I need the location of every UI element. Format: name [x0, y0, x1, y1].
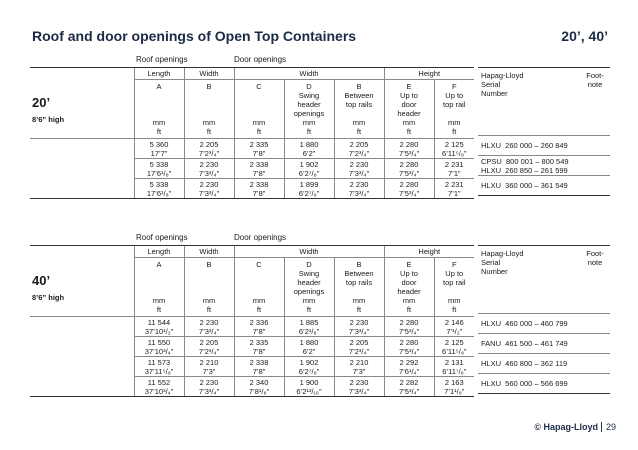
footnote-cell: [580, 334, 610, 354]
column-header: [284, 258, 334, 297]
serial-number-table: [478, 67, 610, 196]
dimension-cell: 2 125 6’11⁵/₈”: [434, 337, 474, 357]
dimensions-table: [30, 67, 474, 199]
serial-row: [478, 156, 610, 176]
dimension-cell: 11 552 37’10³/₄”: [134, 377, 184, 397]
dimension-cell: 2 210 7’3”: [184, 357, 234, 377]
group-header: Height: [384, 246, 474, 258]
dimension-cell: 2 340 7’8¹/₈”: [234, 377, 284, 397]
dimension-cell: 2 338 7’8”: [234, 357, 284, 377]
dimension-cell: 11 550 37’10³/₄”: [134, 337, 184, 357]
serial-range: HLXU 260 850 – 261 599: [481, 165, 568, 175]
dimension-cell: 1 900 6’2¹³/₁₆”: [284, 377, 334, 397]
page-title: Roof and door openings of Open Top Containers: [32, 28, 357, 44]
dimension-cell: 1 880 6’2”: [284, 337, 334, 357]
dimension-cell: 2 205 7’2³/₄”: [334, 139, 384, 159]
serial-row: [478, 314, 610, 334]
dimension-cell: 2 230 7’3³/₄”: [334, 179, 384, 199]
unit-label: mm ft: [134, 296, 184, 317]
column-letter: C: [256, 260, 262, 269]
unit-label: mm ft: [184, 118, 234, 139]
column-letter: F: [451, 260, 457, 269]
group-header: Height: [384, 68, 474, 80]
unit-label: mm ft: [334, 118, 384, 139]
group-header: Width: [234, 68, 384, 80]
footnote-header: Foot- note: [586, 249, 604, 267]
container-height-label: 8’6” high: [32, 293, 65, 302]
dimensions-table: [30, 245, 474, 397]
dimension-cell: 2 292 7’6¹/₄”: [384, 357, 434, 377]
column-letter: B: [356, 82, 362, 91]
table-row: [30, 159, 474, 179]
table-row: [30, 357, 474, 377]
column-header: [384, 258, 434, 297]
serial-range: HLXU 460 800 – 362 119: [481, 359, 568, 368]
serial-range: HLXU 260 000 – 260 849: [481, 141, 568, 150]
unit-label: mm ft: [134, 118, 184, 139]
dimension-cell: 1 902 6’2⁷/₈”: [284, 159, 334, 179]
serial-header: Hapag-Lloyd Serial Number: [481, 71, 524, 98]
dimension-cell: 1 902 6’2⁷/₈”: [284, 357, 334, 377]
column-letter: B: [356, 260, 362, 269]
serial-range: CPSU 800 001 – 800 549: [481, 156, 569, 166]
roof-openings-label: Roof openings: [136, 233, 188, 242]
dimension-cell: 2 338 7’8”: [234, 159, 284, 179]
group-header: Width: [184, 68, 234, 80]
table-row: [30, 179, 474, 199]
column-header: [434, 80, 474, 119]
dimension-cell: 2 230 7’3³/₄”: [184, 317, 234, 337]
footnote-cell: [580, 136, 610, 156]
dimension-cell: 1 899 6’2⁷/₈”: [284, 179, 334, 199]
dimension-cell: 2 231 7’1”: [434, 159, 474, 179]
dimension-cell: 5 338 17’6¹/₈”: [134, 159, 184, 179]
column-description: Up to door header: [397, 91, 421, 118]
door-openings-label: Door openings: [234, 55, 287, 64]
column-description: Up to top rail: [443, 91, 466, 109]
column-header: [234, 80, 284, 119]
unit-label: mm ft: [284, 118, 334, 139]
serial-row: [478, 354, 610, 374]
dimension-cell: 11 573 37’11⁵/₈”: [134, 357, 184, 377]
dimension-cell: 2 231 7’1”: [434, 179, 474, 199]
serial-number-table: [478, 245, 610, 394]
column-letter: A: [156, 260, 162, 269]
column-description: Up to door header: [397, 269, 421, 296]
group-header: Width: [234, 246, 384, 258]
unit-label: mm ft: [384, 296, 434, 317]
serial-row: [478, 374, 610, 394]
dimension-cell: 2 205 7’2³/₄”: [184, 139, 234, 159]
serial-range: HLXU 360 000 – 361 549: [481, 181, 568, 190]
container-size: 40’: [32, 273, 51, 288]
container-size: 20’: [32, 95, 51, 110]
unit-label: mm ft: [284, 296, 334, 317]
footnote-cell: [580, 354, 610, 374]
unit-label: mm ft: [184, 296, 234, 317]
page-title-sizes: 20’, 40’: [561, 28, 608, 44]
dimension-cell: 2 230 7’3³/₄”: [334, 159, 384, 179]
dimension-cell: 5 360 17’7”: [134, 139, 184, 159]
column-header: [334, 80, 384, 119]
dimension-cell: 2 280 7’5³/₄”: [384, 159, 434, 179]
door-openings-label: Door openings: [234, 233, 287, 242]
unit-label: mm ft: [434, 296, 474, 317]
dimension-cell: 5 338 17’6¹/₈”: [134, 179, 184, 199]
column-description: Up to top rail: [443, 269, 466, 287]
dimension-cell: 11 544 37’10¹/₂”: [134, 317, 184, 337]
column-letter: E: [406, 260, 412, 269]
dimension-cell: 2 146 7’¹/₂”: [434, 317, 474, 337]
dimension-cell: 2 280 7’5³/₄”: [384, 139, 434, 159]
column-letter: B: [206, 260, 212, 269]
column-description: Swing header openings: [293, 91, 325, 118]
dimension-cell: 2 230 7’3³/₄”: [184, 377, 234, 397]
column-header: [184, 258, 234, 297]
dimension-cell: 2 230 7’3³/₄”: [334, 377, 384, 397]
column-letter: F: [451, 82, 457, 91]
column-header: [284, 80, 334, 119]
dimension-cell: 2 280 7’5³/₄”: [384, 317, 434, 337]
footnote-header: Foot- note: [586, 71, 604, 89]
group-header: Width: [184, 246, 234, 258]
column-letter: D: [306, 260, 312, 269]
dimension-cell: 2 205 7’2³/₄”: [184, 337, 234, 357]
table-row: [30, 377, 474, 397]
table-row: [30, 317, 474, 337]
column-description: Between top rails: [344, 269, 374, 287]
unit-label: mm ft: [434, 118, 474, 139]
container-height-label: 8’6” high: [32, 115, 65, 124]
serial-range: HLXU 560 000 – 566 699: [481, 379, 568, 388]
dimension-cell: 2 280 7’5³/₄”: [384, 337, 434, 357]
dimension-cell: 2 125 6’11⁵/₈”: [434, 139, 474, 159]
page-footer: [534, 422, 616, 432]
dimension-cell: 2 205 7’2³/₄”: [334, 337, 384, 357]
dimension-cell: 1 885 6’2¹/₈”: [284, 317, 334, 337]
column-letter: E: [406, 82, 412, 91]
footnote-cell: [580, 156, 610, 176]
column-letter: B: [206, 82, 212, 91]
dimension-cell: 2 210 7’3”: [334, 357, 384, 377]
dimension-cell: 2 131 6’11⁷/₈”: [434, 357, 474, 377]
dimension-cell: 2 282 7’5³/₄”: [384, 377, 434, 397]
column-description: Swing header openings: [293, 269, 325, 296]
dimension-cell: 2 335 7’8”: [234, 139, 284, 159]
dimension-cell: 2 163 7’1¹/₈”: [434, 377, 474, 397]
serial-row: [478, 176, 610, 196]
footnote-cell: [580, 374, 610, 394]
dimension-cell: 1 880 6’2”: [284, 139, 334, 159]
dimension-cell: 2 338 7’8”: [234, 179, 284, 199]
page-number: 29: [601, 422, 616, 432]
column-header: [384, 80, 434, 119]
column-letter: D: [306, 82, 312, 91]
dimension-cell: 2 336 7’8”: [234, 317, 284, 337]
column-letter: A: [156, 82, 162, 91]
dimension-cell: 2 335 7’8”: [234, 337, 284, 357]
serial-range: FANU 461 500 – 461 749: [481, 339, 568, 348]
unit-label: mm ft: [234, 296, 284, 317]
table-row: [30, 337, 474, 357]
unit-label: mm ft: [334, 296, 384, 317]
dimension-cell: 2 230 7’3³/₄”: [184, 159, 234, 179]
footnote-cell: [580, 176, 610, 196]
serial-range: HLXU 460 000 – 460 799: [481, 319, 568, 328]
column-description: Between top rails: [344, 91, 374, 109]
column-header: [334, 258, 384, 297]
dimension-cell: 2 280 7’5³/₄”: [384, 179, 434, 199]
unit-label: mm ft: [234, 118, 284, 139]
column-letter: C: [256, 82, 262, 91]
unit-label: mm ft: [384, 118, 434, 139]
roof-openings-label: Roof openings: [136, 55, 188, 64]
group-header: Length: [134, 246, 184, 258]
dimension-cell: 2 230 7’3³/₄”: [184, 179, 234, 199]
column-header: [234, 258, 284, 297]
footnote-cell: [580, 314, 610, 334]
column-header: [184, 80, 234, 119]
serial-header: Hapag-Lloyd Serial Number: [481, 249, 524, 276]
column-header: [134, 258, 184, 297]
serial-row: [478, 334, 610, 354]
dimension-cell: 2 230 7’3³/₄”: [334, 317, 384, 337]
group-header: Length: [134, 68, 184, 80]
table-row: [30, 139, 474, 159]
column-header: [134, 80, 184, 119]
serial-row: [478, 136, 610, 156]
column-header: [434, 258, 474, 297]
brand-label: © Hapag-Lloyd: [534, 422, 598, 432]
